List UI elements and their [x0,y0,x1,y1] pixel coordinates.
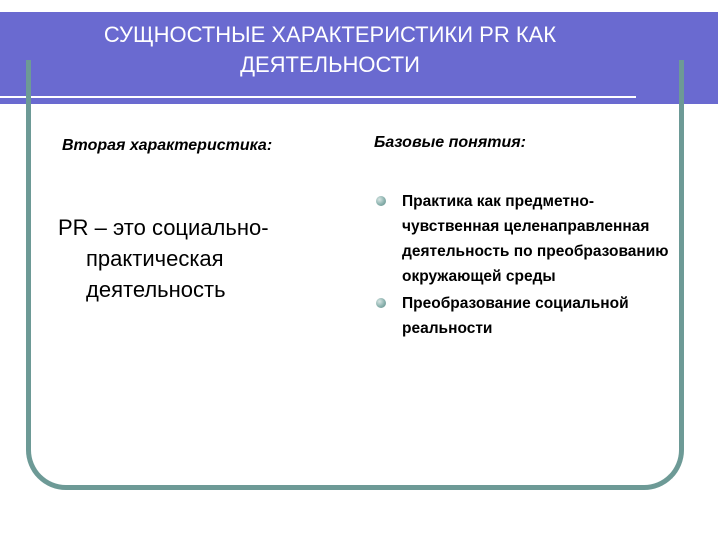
definition-line-1: PR – это социально- [58,215,269,240]
list-item-label: Практика как предметно-чувственная целенаправленная деятельность по преобразованию окружающей среды [402,193,669,285]
definition-line-2: практическая [86,246,224,271]
definition-line-3: деятельность [86,277,226,302]
bullet-icon [376,298,386,308]
left-heading: Вторая характеристика: [62,137,273,154]
definition-text [58,212,358,305]
list-item-label: Преобразование социальной реальности [402,295,629,337]
page-title-line-1: СУЩНОСТНЫЕ ХАРАКТЕРИСТИКИ PR КАК [103,22,557,47]
right-heading: Базовые понятия: [374,134,527,151]
page-title-line-2: ДЕЯТЕЛЬНОСТИ [240,52,420,77]
bullet-icon [376,196,386,206]
list-item [374,291,674,341]
concepts-list [374,189,674,343]
list-item [374,189,674,289]
